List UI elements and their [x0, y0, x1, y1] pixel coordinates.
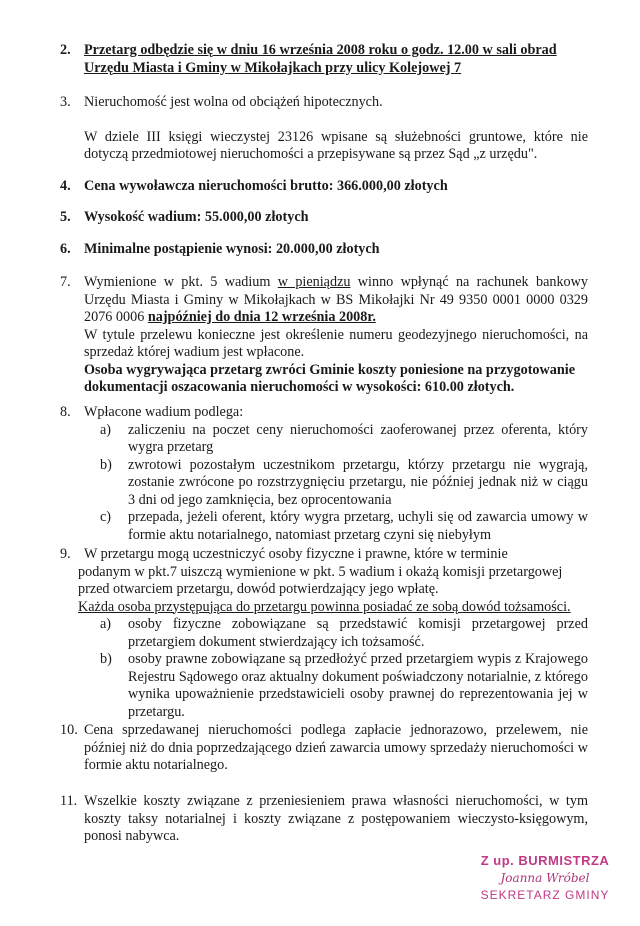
participants-line-3: przed otwarciem przetargu, dowód potwierdzający jego wpłatę. [78, 581, 439, 597]
payment-terms-text: Cena sprzedawanej nieruchomości podlega zapłacie jednorazowo, przelewem, nie później niż do dnia poprzedzającego dzień zawarcia umowy sprzedaży nieruchomości w formie aktu notarialnego. [84, 722, 588, 773]
minimum-increment: Minimalne postąpienie wynosi: 20.000,00 złotych [84, 241, 380, 257]
section-5 [60, 209, 588, 227]
handwritten-signature: Joanna Wróbel [500, 870, 590, 885]
starting-price: Cena wywoławcza nieruchomości brutto: 366.000,00 złotych [84, 178, 448, 194]
deposit-rules-intro: Wpłacone wadium podlega: [84, 404, 244, 420]
auction-date-line: Przetarg odbędzie się w dniu 16 września 2008 roku o godz. 12.00 w sali obrad [84, 42, 557, 58]
section-7 [60, 274, 588, 397]
section-10 [60, 722, 588, 775]
section-3 [60, 94, 588, 164]
section-number: 9. [60, 546, 71, 562]
section-number: 10. [60, 722, 78, 738]
section-number: 7. [60, 274, 71, 290]
deposit-payment-text: Wymienione w pkt. 5 wadium w pieniądzu winno wpłynąć na rachunek bankowy Urzędu Miasta i Gminy w Mikołajkach w BS Mikołajki Nr 49 9350 0001 0000 0329 2076 0006 najpóźniej do dnia 12 września 2008r. [84, 274, 588, 325]
section-number: 3. [60, 94, 71, 110]
costs-text: Wszelkie koszty związane z przeniesieniem prawa własności nieruchomości, w tym koszty taksy notarialnej i koszty związane z postępowaniem wieczysto-księgowym, ponosi nabywca. [84, 793, 588, 844]
list-item: a) zaliczeniu na poczet ceny nieruchomości zaoferowanej przez oferenta, który wygra przetarg [100, 421, 588, 455]
list-item: a) osoby fizyczne zobowiązane są przedstawić komisji przetargowej przed przetargiem dokument stwierdzający ich tożsamość. [100, 616, 588, 650]
section-4 [60, 178, 588, 196]
stamp-line-mayor: Z up. BURMISTRZA [480, 853, 610, 868]
deposit-amount: Wysokość wadium: 55.000,00 złotych [84, 209, 309, 225]
transfer-title-text: W tytule przelewu konieczne jest określenie numeru geodezyjnego nieruchomości, na sprzedaż której wadium jest wpłacone. [84, 326, 588, 360]
list-item: c) przepada, jeżeli oferent, który wygra przetarg, uchyli się od zawarcia umowy w formie aktu notarialnego, natomiast przetarg czyni się niebyłym [100, 509, 588, 543]
stamp-line-secretary: SEKRETARZ GMINY [480, 888, 610, 902]
appraisal-cost-text: Osoba wygrywająca przetarg zwróci Gminie koszty poniesione na przygotowanie dokumentacji oszacowania nieruchomości w wysokości: 610.00 złotych. [84, 361, 575, 395]
section-8 [60, 404, 588, 544]
section-number: 4. [60, 178, 71, 194]
section-number: 5. [60, 209, 71, 225]
section-number: 11. [60, 793, 78, 809]
list-item: b) zwrotowi pozostałym uczestnikom przetargu, którzy przetargu nie wygrają, zostanie zwrócone po rozstrzygnięciu przetargu, nie później jednak niż w ciągu 3 dni od jego zamknięcia, bez oprocentowania [100, 456, 588, 508]
section-11 [60, 793, 588, 846]
auction-location-line: Urzędu Miasta i Gminy w Mikołajkach przy ulicy Kolejowej 7 [84, 59, 462, 76]
list-item: b) osoby prawne zobowiązane są przedłożyć przed przetargiem wypis z Krajowego Rejestru Sądowego oraz aktualny dokument poświadczony notarialnie, z którego wynika upoważnienie przedstawicieli osoby prawnej do reprezentowania jej w przetargu. [100, 651, 588, 720]
participants-line-2: podanym w pkt.7 uiszczą wymienione w pkt. 5 wadium i okażą komisji przetargowej [78, 563, 563, 580]
participants-line-1: W przetargu mogą uczestniczyć osoby fizyczne i prawne, które w terminie [84, 546, 508, 562]
section-2 [60, 42, 588, 77]
section-number: 6. [60, 241, 71, 257]
section-number: 2. [60, 42, 71, 58]
mortgage-free-text: Nieruchomość jest wolna od obciążeń hipotecznych. [84, 94, 383, 110]
official-stamp [470, 852, 620, 905]
easement-text: W dziele III księgi wieczystej 23126 wpisane są służebności gruntowe, które nie dotyczą przedmiotowej nieruchomości a przepisywane są przez Sąd „z urzędu". [84, 128, 588, 162]
section-6 [60, 241, 588, 259]
section-number: 8. [60, 404, 71, 420]
section-9 [60, 546, 588, 721]
id-requirement-text: Każda osoba przystępująca do przetargu powinna posiadać ze sobą dowód tożsamości. [78, 598, 571, 615]
